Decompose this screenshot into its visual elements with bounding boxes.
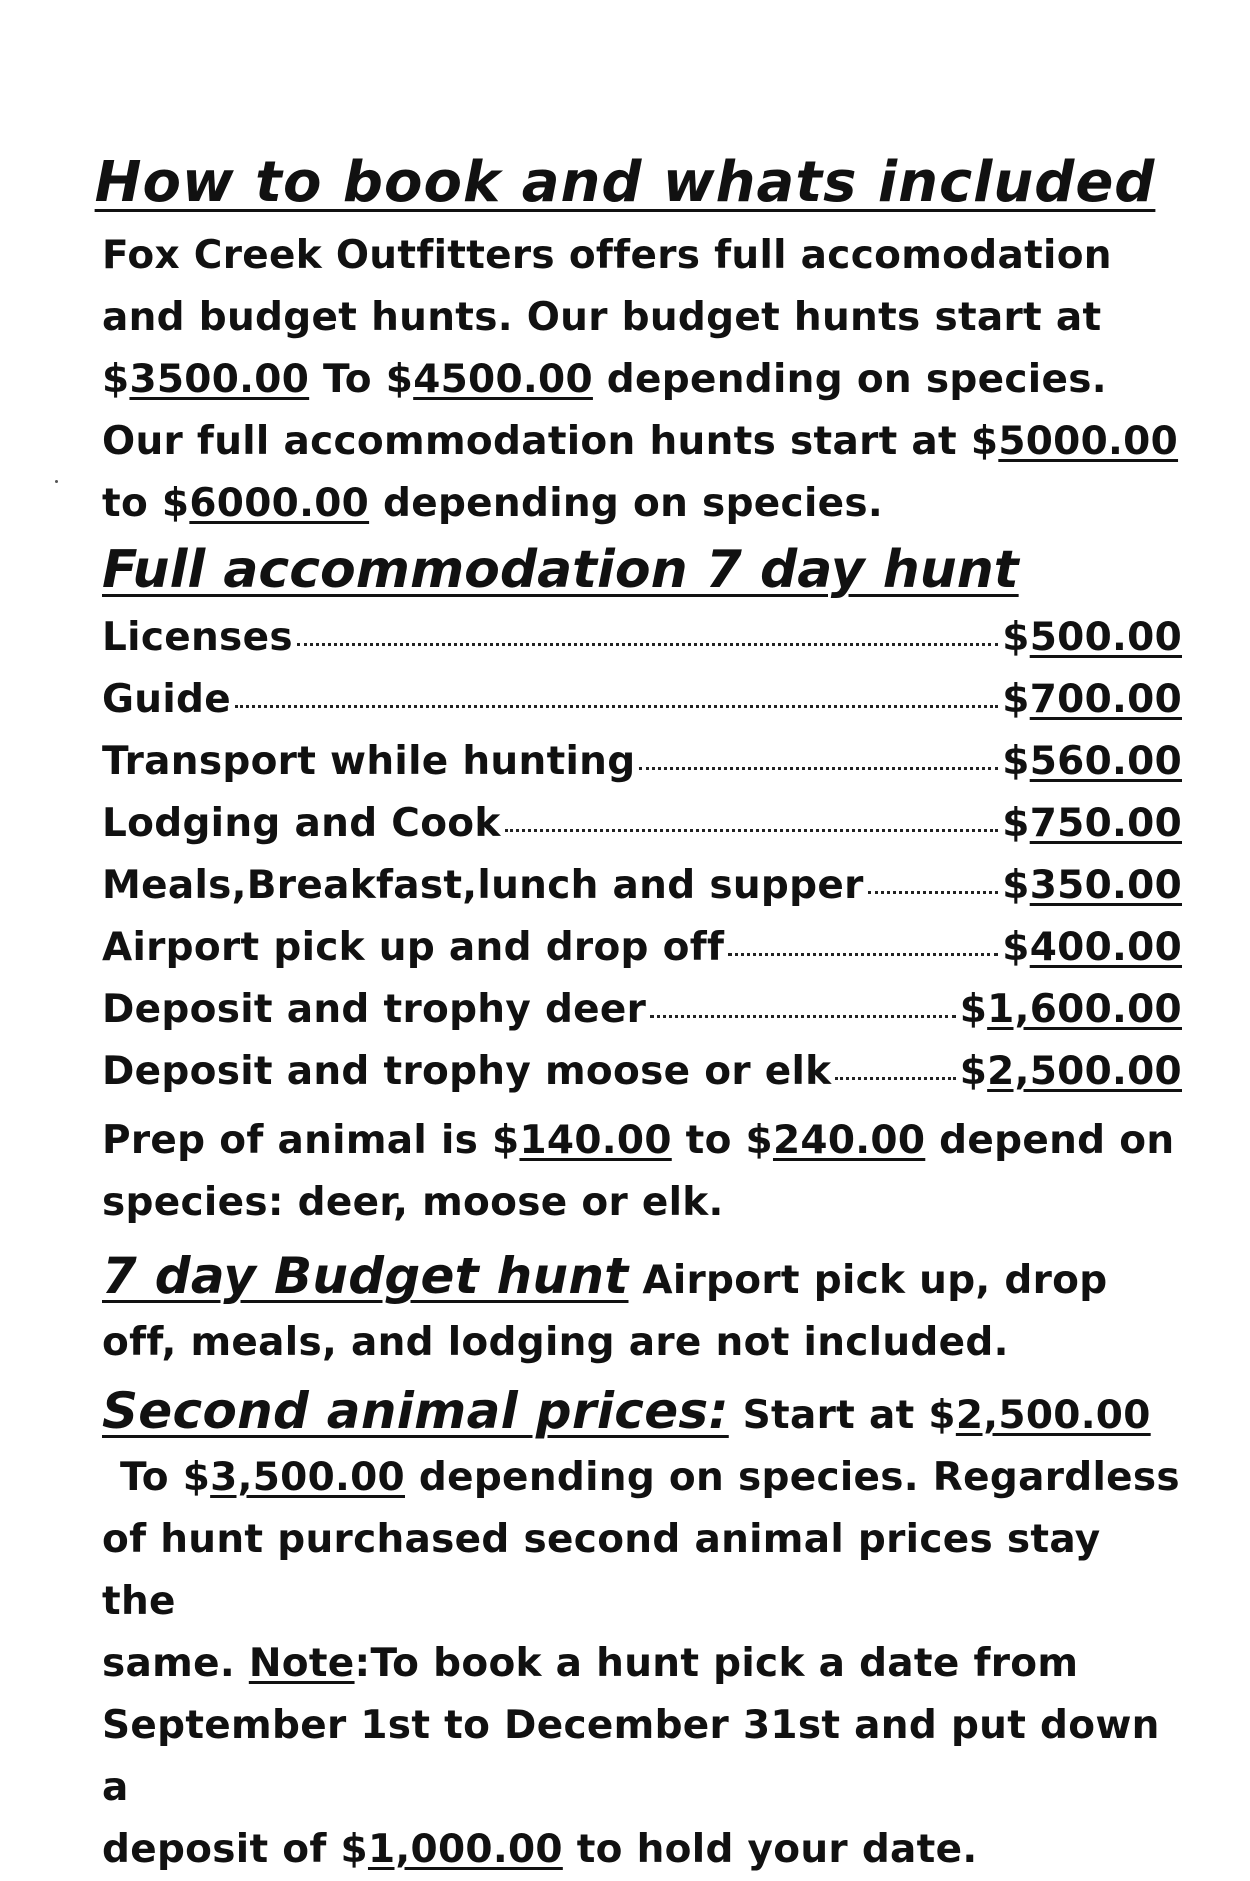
price-item: Airport pick up and drop off $400.00 — [102, 925, 1182, 970]
intro-paragraph: Fox Creek Outfitters offers full accomodation and budget hunts. Our budget hunts start at $3500.00 To $4500.00 depending on species. Our full accommodation hunts start at $5000.00 to $6000.00 depending on species. — [102, 233, 1179, 526]
scan-speck — [55, 480, 58, 483]
price-item: Transport while hunting $560.00 — [102, 739, 1182, 784]
second-animal-section: Second animal prices: Start at $2,500.00 To $3,500.00 depending on species. Regardless of hunt purchased second animal prices stay the same. Note:To book a hunt pick a date from September 1st to December 31st and put down a deposit of $1,000.00 to hold your date. — [102, 1382, 1180, 1872]
prep-paragraph: Prep of animal is $140.00 to $240.00 depend on species: deer, moose or elk. — [102, 1118, 1175, 1225]
price-item: Guide $700.00 — [102, 677, 1182, 722]
second-animal-heading: Second animal prices: — [102, 1382, 729, 1440]
price-item: Deposit and trophy moose or elk $2,500.00 — [102, 1049, 1182, 1094]
budget-hunt-section: 7 day Budget hunt Airport pick up, drop off, meals, and lodging are not included. — [102, 1247, 1108, 1365]
budget-hunt-heading: 7 day Budget hunt — [102, 1247, 629, 1305]
price-item: Lodging and Cook $750.00 — [102, 801, 1182, 846]
full-accommodation-heading: Full accommodation 7 day hunt — [102, 540, 1019, 600]
page-title: How to book and whats included — [94, 150, 1156, 215]
price-item: Deposit and trophy deer $1,600.00 — [102, 987, 1182, 1032]
price-item: Licenses $500.00 — [102, 615, 1182, 660]
price-item: Meals,Breakfast,lunch and supper $350.00 — [102, 863, 1182, 908]
price-list — [102, 615, 1182, 1111]
